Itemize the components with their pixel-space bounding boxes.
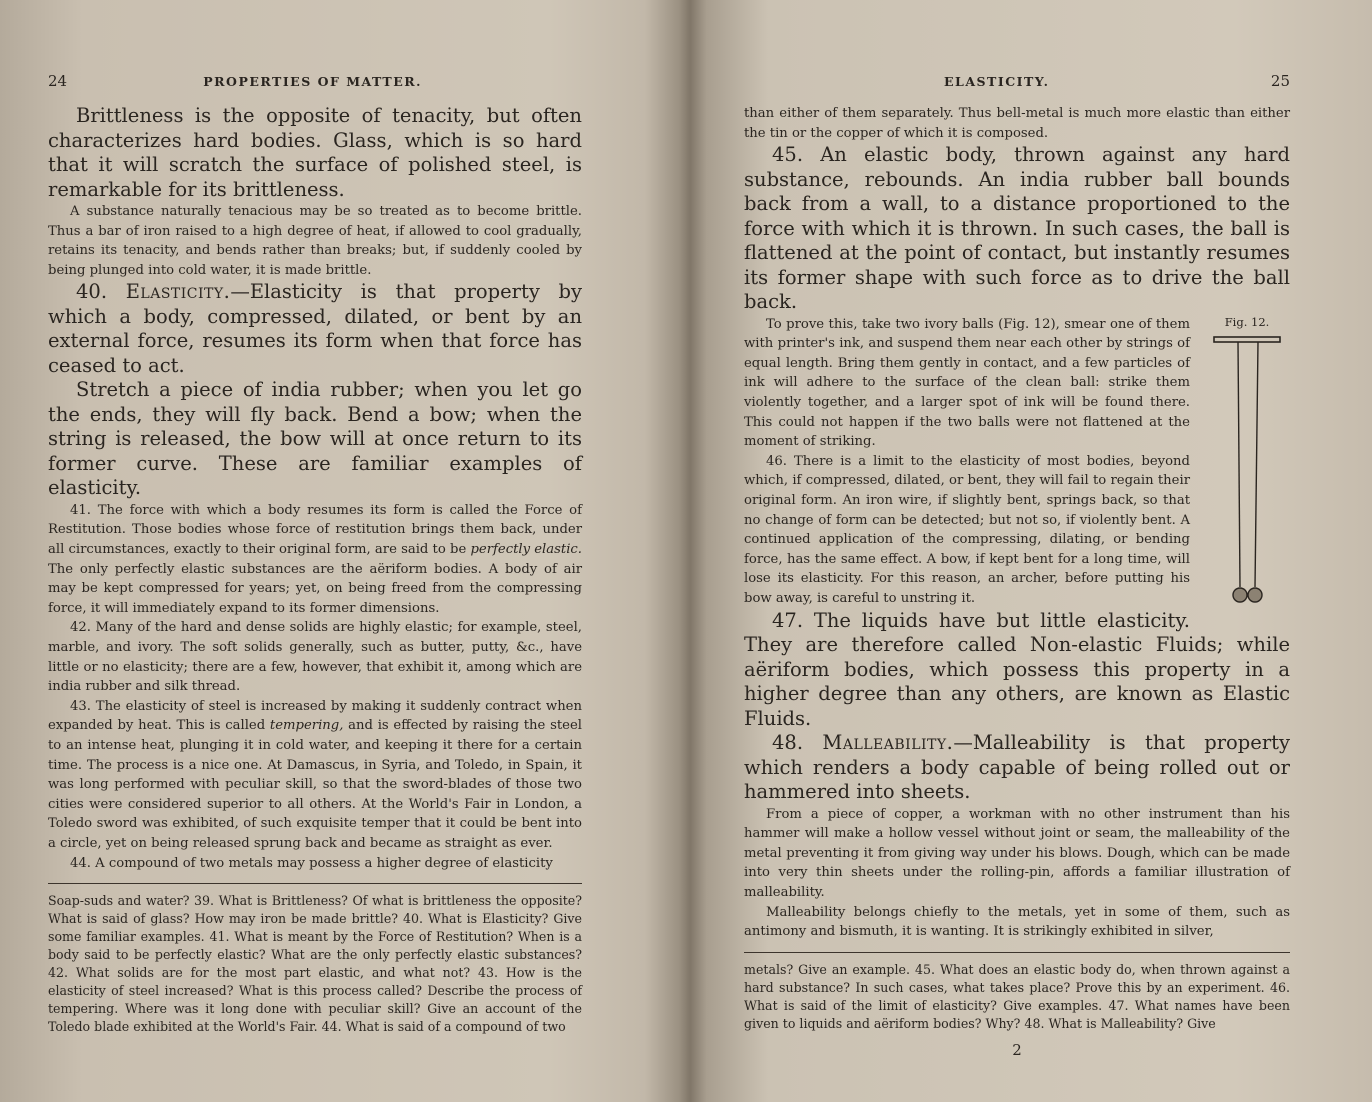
section-heading-elasticity: Elasticity. xyxy=(125,280,231,304)
paragraph-india-rubber: Stretch a piece of india rubber; when you let go the ends, they will fly back. Bend a bow; when the string is released, the bow will at once return to its former curve. These are familiar examples of elasticity. xyxy=(48,378,582,500)
paragraph-43-tempering xyxy=(48,697,582,854)
paragraph-44-compound: 44. A compound of two metals may possess a higher degree of elasticity xyxy=(70,855,553,871)
p43-text-b: and is effected by raising the steel to an intense heat, plunging it in cold water, and keeping it there for a certain time. The process is a nice one. At Damascus, in Syria, and Toledo, in Spain, it was long performed with peculiar skill, so that the sword-blades of those two cities were considered superior to all others. At the World's Fair in London, a Toledo sword was exhibited, of such exquisite temper that it could be bent into a circle, yet on being released sprung back and became as straight as ever. xyxy=(48,718,582,851)
elasticity-definition-text: —Elasticity is that property by which a body, compressed, dilated, or bent by an external force, resumes its form when that force has ceased to act. xyxy=(48,280,582,377)
p41-text-b: The only perfectly elastic substances are the aëriform bodies. A body of air may be kept compressed for years; yet, on being freed from the compressing force, it will immediately expand to its former dimensions. xyxy=(48,561,582,616)
left-running-head xyxy=(48,72,582,104)
paragraph-47-liquids: 47. The liquids have but little elasticity. They are therefore called Non-elastic Fluids; while aëriform bodies, which possess this property in a higher degree than any others, are known as Elastic Fluids. xyxy=(744,608,1290,730)
signature-mark: 2 xyxy=(1012,1040,1022,1059)
p43-text-a: 43. The elasticity of steel is increased by making it suddenly contract when expanded by heat. This is called xyxy=(48,698,582,734)
paragraph-brittleness: Brittleness is the opposite of tenacity, but often characterizes hard bodies. Glass, which is so hard that it will scratch the surface of polished steel, is remarkable for its brittleness. xyxy=(48,104,582,201)
section-number-40: 40. xyxy=(76,280,108,304)
paragraph-42-solids: 42. Many of the hard and dense solids are highly elastic; for example, steel, marble, and ivory. The soft solids generally, such as butter, putty, &c., have little or no elasticity; there are a few, however, that exhibit it, among which are india rubber and silk thread. xyxy=(48,620,582,695)
paragraph-metals: Malleability belongs chiefly to the metals, yet in some of them, such as antimony and bismuth, it is wanting. It is strikingly exhibited in silver, xyxy=(744,904,1290,940)
right-page xyxy=(682,0,1372,1102)
figure-caption: Fig. 12. xyxy=(1224,314,1270,329)
footnote-rule xyxy=(48,883,582,884)
paragraph-elasticity-definition xyxy=(48,280,582,378)
paragraph-45-rebound: 45. An elastic body, thrown against any hard substance, rebounds. An india rubber ball bounds back from a wall, to a distance proportioned to the force with which it is thrown. In such cases, the ball is flattened at the point of contact, but instantly resumes its former shape with such force as to drive the ball back. xyxy=(744,143,1290,314)
p43-italic: tempering, xyxy=(269,718,344,734)
right-running-head xyxy=(744,72,1290,104)
left-page-number: 24 xyxy=(48,72,68,90)
right-running-title: ELASTICITY. xyxy=(944,74,1050,89)
section-heading-malleability: Malleability. xyxy=(822,731,954,755)
paragraph-malleability-definition xyxy=(744,731,1290,805)
figure-12 xyxy=(1204,315,1290,609)
footnote-rule-right xyxy=(744,952,1290,953)
paragraph-41-restitution xyxy=(48,501,582,619)
p41-italic: perfectly elastic. xyxy=(470,542,582,558)
right-review-questions: metals? Give an example. 45. What does an elastic body do, when thrown against a hard substance? In such cases, what takes place? Prove this by an experiment. 46. What is said of the limit of elasticity? Give examples. 47. What names have been given to liquids and aëriform bodies? Why? 48. What is Malleability? Give xyxy=(744,961,1290,1031)
paragraph-brittle-iron: A substance naturally tenacious may be so treated as to become brittle. Thus a bar of iron raised to a high degree of heat, if allowed to cool gradually, retains its tenacity, and bends rather than breaks; but, if suddenly cooled by being plunged into cold water, it is made brittle. xyxy=(48,204,582,278)
section-number-48: 48. xyxy=(772,731,804,755)
left-running-title: PROPERTIES OF MATTER. xyxy=(203,74,422,89)
paragraph-copper-vessel: From a piece of copper, a workman with no other instrument than his hammer will make a hollow vessel without joint or seam, the malleability of the metal preventing it from giving way under his blows. Dough, which can be made into very thin sheets under the rolling-pin, affords a familiar illustration of malleability. xyxy=(744,806,1290,900)
paragraph-bell-metal: than either of them separately. Thus bell-metal is much more elastic than either the tin or the copper of which it is composed. xyxy=(744,106,1290,141)
p41-text-a: 41. The force with which a body resumes its form is called the Force of Restitution. Those bodies whose force of restitution brings them back, under all circumstances, exactly to their original form, are said to be xyxy=(48,502,582,558)
left-page xyxy=(0,0,680,1102)
pendulum-balls-illustration xyxy=(1212,335,1282,605)
left-review-questions: Soap-suds and water? 39. What is Brittleness? Of what is brittleness the opposite? What is said of glass? How may iron be made brittle? 40. What is Elasticity? Give some familiar examples. 41. What is meant by the Force of Restitution? When is a body said to be perfectly elastic? What are the only perfectly elastic substances? 42. What solids are for the most part elastic, and what not? 43. How is the elasticity of steel increased? What is this process called? Describe the process of tempering. Where was it long done with peculiar skill? Give an account of the Toledo blade exhibited at the World's Fair. 44. What is said of a compound of two xyxy=(48,893,582,1035)
paragraph-46-limit: 46. There is a limit to the elasticity of most bodies, beyond which, if compressed, dilated, or bent, they will fail to regain their original form. An iron wire, if slightly bent, springs back, so that no change of form can be detected; but not so, if violently bent. A continued application of the compressing, dilating, or bending force, has the same effect. A bow, if kept bent for a long time, will lose its elasticity. For this reason, an archer, before putting his bow away, is careful to unstring it. xyxy=(744,453,1190,606)
malleability-definition-text: —Malleability is that property which renders a body capable of being rolled out or hammered into sheets. xyxy=(744,731,1290,804)
right-page-number: 25 xyxy=(1270,72,1290,90)
paragraph-ivory-balls: To prove this, take two ivory balls (Fig. 12), smear one of them with printer's ink, and suspend them near each other by strings of equal length. Bring them gently in contact, and a few particles of ink will adhere to the surface of the clean ball: strike them violently together, and a larger spot of ink will be found there. This could not happen if the two balls were not flattened at the moment of striking. xyxy=(744,316,1190,450)
